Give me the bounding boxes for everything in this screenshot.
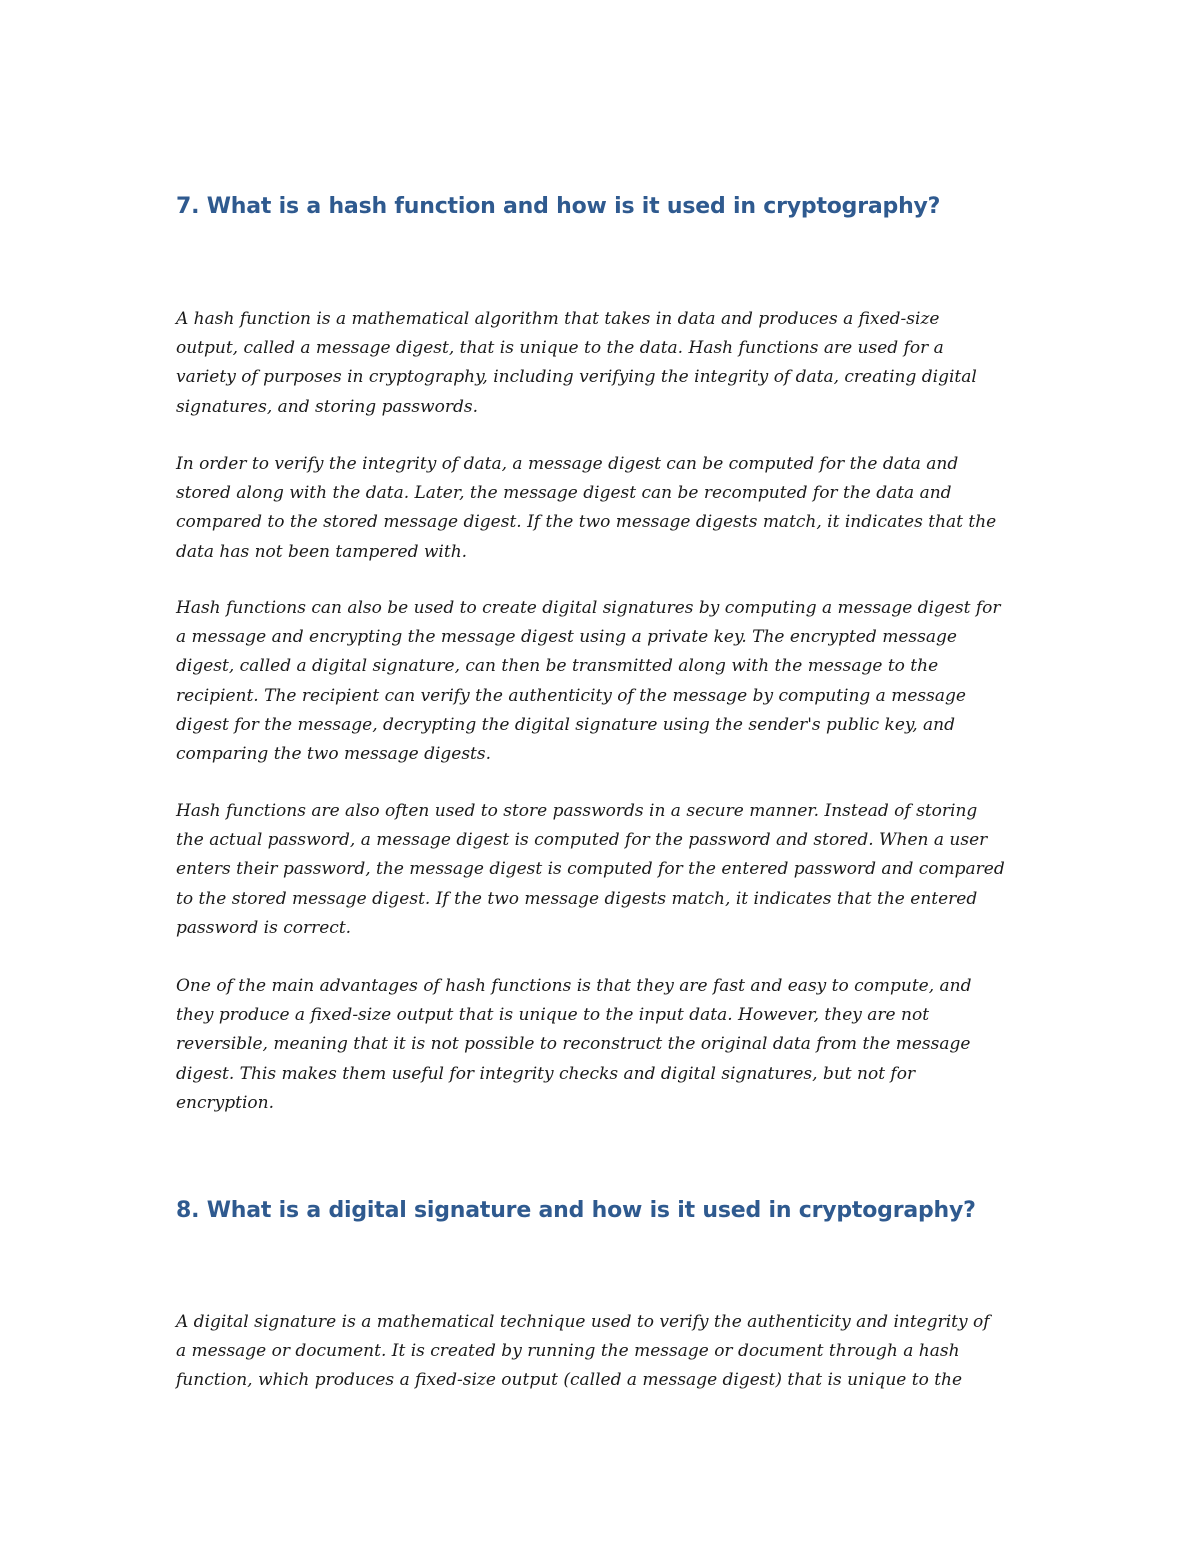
section-7-paragraph-5 [176, 972, 1036, 1118]
text-line: compared to the stored message digest. If the two message digests match, it indicates that the [176, 512, 997, 533]
text-line: password is correct. [176, 917, 352, 938]
text-line: output, called a message digest, that is unique to the data. Hash functions are used for a [176, 338, 944, 359]
section-8-paragraph-1 [176, 1308, 1036, 1396]
text-line: they produce a fixed-size output that is unique to the input data. However, they are not [176, 1005, 930, 1026]
text-line: signatures, and storing passwords. [176, 396, 478, 417]
section-7-paragraph-3 [176, 594, 1036, 769]
text-line: digest. This makes them useful for integrity checks and digital signatures, but not for [176, 1063, 916, 1084]
text-line: digest, called a digital signature, can then be transmitted along with the message to the [176, 656, 939, 677]
text-line: a message or document. It is created by running the message or document through a hash [176, 1341, 960, 1362]
section-8-heading: 8. What is a digital signature and how is it used in cryptography? [176, 1198, 976, 1223]
text-line: variety of purposes in cryptography, including verifying the integrity of data, creating digital [176, 367, 977, 388]
text-line: stored along with the data. Later, the message digest can be recomputed for the data and [176, 483, 952, 504]
text-line: A digital signature is a mathematical technique used to verify the authenticity and integrity of [176, 1312, 990, 1332]
section-7-paragraph-4 [176, 797, 1036, 943]
text-line: A hash function is a mathematical algorithm that takes in data and produces a fixed-size [176, 309, 940, 329]
text-line: enters their password, the message digest is computed for the entered password and compared [176, 859, 1005, 880]
text-line: In order to verify the integrity of data, a message digest can be computed for the data and [176, 454, 959, 474]
text-line: Hash functions are also often used to store passwords in a secure manner. Instead of storing [176, 801, 978, 821]
text-line: reversible, meaning that it is not possible to reconstruct the original data from the message [176, 1034, 971, 1055]
text-line: digest for the message, decrypting the digital signature using the sender's public key, and [176, 714, 955, 735]
text-line: function, which produces a fixed-size output (called a message digest) that is unique to the [176, 1370, 963, 1391]
text-line: the actual password, a message digest is computed for the password and stored. When a user [176, 830, 988, 851]
text-line: Hash functions can also be used to create digital signatures by computing a message digest for [176, 598, 1001, 618]
text-line: recipient. The recipient can verify the authenticity of the message by computing a message [176, 685, 966, 706]
section-7-paragraph-1 [176, 305, 1036, 422]
section-7-heading: 7. What is a hash function and how is it used in cryptography? [176, 194, 941, 219]
text-line: One of the main advantages of hash functions is that they are fast and easy to compute, and [176, 976, 972, 996]
text-line: a message and encrypting the message digest using a private key. The encrypted message [176, 627, 957, 648]
text-line: to the stored message digest. If the two message digests match, it indicates that the entered [176, 888, 978, 909]
section-7-paragraph-2 [176, 450, 1036, 567]
text-line: comparing the two message digests. [176, 744, 492, 765]
text-line: data has not been tampered with. [176, 541, 468, 562]
text-line: encryption. [176, 1092, 274, 1113]
